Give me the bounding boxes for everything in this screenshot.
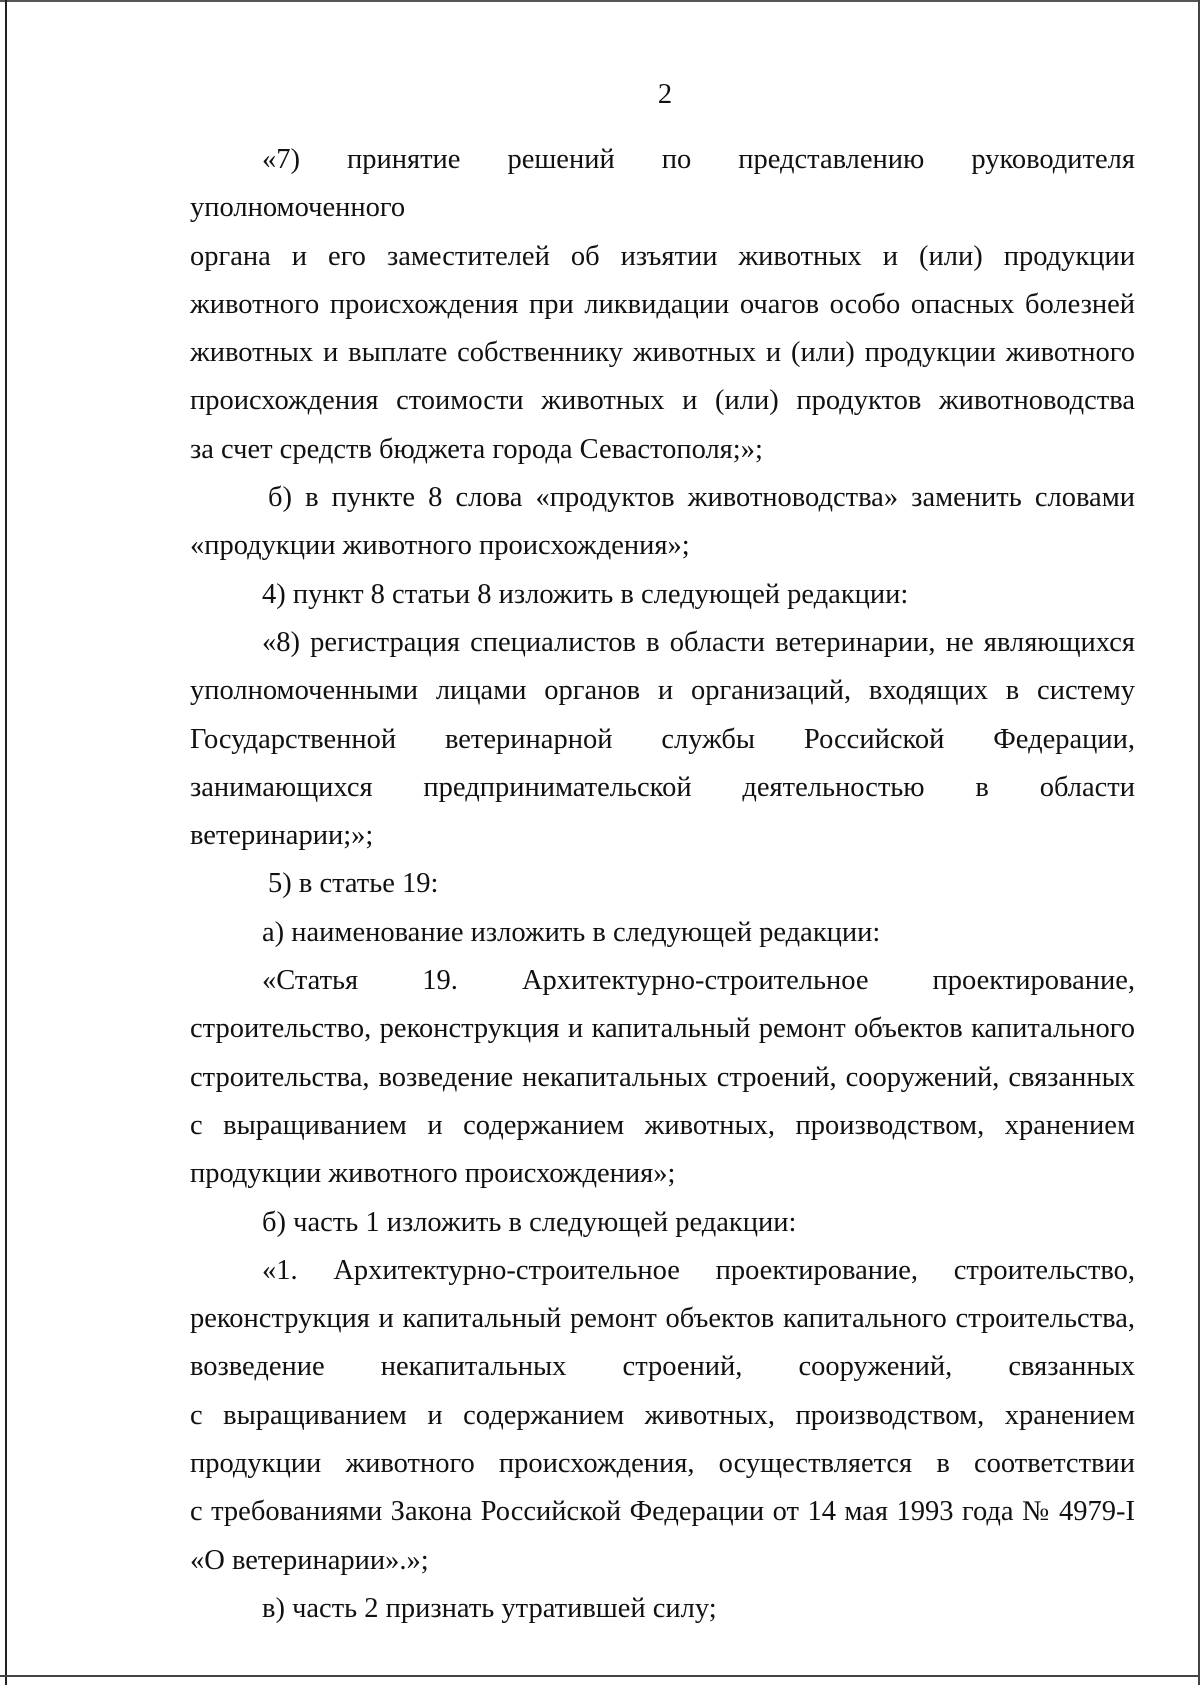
paragraph-article-19-title <box>190 957 1135 1198</box>
text-line: реконструкция и капитальный ремонт объектов капитального строительства, <box>190 1303 1135 1335</box>
text-line: уполномоченными лицами органов и организаций, входящих в систему <box>190 675 1135 707</box>
text-line: занимающихся предпринимательской деятельностью в области <box>190 771 1135 803</box>
text-line: «8) регистрация специалистов в области ветеринарии, не являющихся <box>262 626 1135 658</box>
text-line: животных и выплате собственнику животных и (или) продукции животного <box>190 337 1135 369</box>
text-line: 4) пункт 8 статьи 8 изложить в следующей редакции: <box>262 578 909 610</box>
text-line: «продукции животного происхождения»; <box>190 530 690 562</box>
text-line: животного происхождения при ликвидации очагов особо опасных болезней <box>190 288 1135 320</box>
text-line: органа и его заместителей об изъятии животных и (или) продукции <box>190 240 1135 272</box>
paragraph-item-5 <box>190 860 1135 908</box>
paragraph-item-7 <box>190 136 1135 474</box>
page-number: 2 <box>657 79 673 110</box>
text-line: 5) в статье 19: <box>268 868 439 900</box>
text-line: возведение некапитальных строений, сооружений, связанных <box>190 1351 1135 1383</box>
text-line: с выращиванием и содержанием животных, производством, хранением <box>190 1399 1135 1431</box>
text-line: строительства, возведение некапитальных строений, сооружений, связанных <box>190 1061 1135 1093</box>
text-line: в) часть 2 признать утратившей силу; <box>262 1592 717 1624</box>
text-line: Государственной ветеринарной службы Российской Федерации, <box>190 723 1135 755</box>
paragraph-item-8-registration <box>190 619 1135 860</box>
paragraph-sub-v-part-2 <box>190 1585 1135 1633</box>
text-line: б) в пункте 8 слова «продуктов животноводства» заменить словами <box>268 482 1135 514</box>
scan-border-bottom <box>0 1675 1200 1677</box>
text-line: продукции животного происхождения, осуществляется в соответствии <box>190 1448 1135 1480</box>
text-line: а) наименование изложить в следующей редакции: <box>262 916 881 948</box>
text-line: с выращиванием и содержанием животных, производством, хранением <box>190 1109 1135 1141</box>
document-body <box>190 136 1135 1633</box>
paragraph-item-4 <box>190 571 1135 619</box>
text-line: происхождения стоимости животных и (или) продуктов животноводства <box>190 385 1135 417</box>
text-line: ветеринарии;»; <box>190 820 374 852</box>
text-line: «О ветеринарии».»; <box>190 1544 429 1576</box>
scan-border-left <box>5 0 7 1685</box>
paragraph-part-1-text <box>190 1247 1135 1585</box>
paragraph-sub-b-item-8 <box>190 474 1135 571</box>
text-line: продукции животного происхождения»; <box>190 1158 676 1190</box>
text-line: с требованиями Закона Российской Федерации от 14 мая 1993 года № 4979-I <box>190 1496 1135 1528</box>
paragraph-sub-a <box>190 909 1135 957</box>
text-line: строительство, реконструкция и капитальный ремонт объектов капитального <box>190 1013 1135 1045</box>
text-line: б) часть 1 изложить в следующей редакции: <box>262 1206 797 1238</box>
scan-border-top <box>0 0 1200 2</box>
text-line: «1. Архитектурно-строительное проектирование, строительство, <box>262 1254 1135 1286</box>
text-line: «Статья 19. Архитектурно-строительное проектирование, <box>262 965 1135 997</box>
text-line: «7) принятие решений по представлению руководителя уполномоченного <box>190 144 1135 224</box>
text-line: за счет средств бюджета города Севастополя;»; <box>190 433 763 465</box>
paragraph-sub-b-part-1 <box>190 1199 1135 1247</box>
